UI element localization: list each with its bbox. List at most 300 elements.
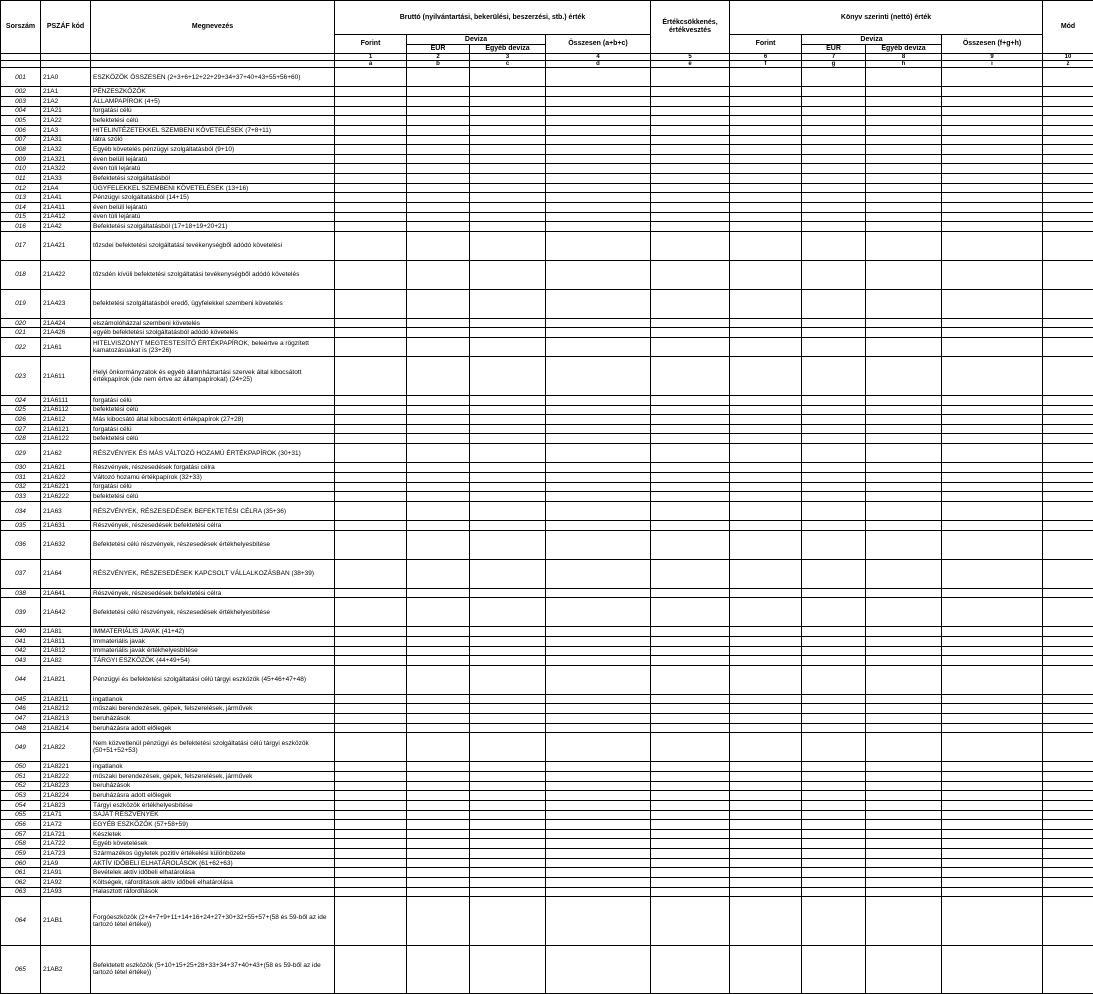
value-cell[interactable]: [866, 164, 942, 174]
value-cell[interactable]: [407, 289, 470, 318]
value-cell[interactable]: [730, 598, 802, 627]
value-cell[interactable]: [1043, 125, 1093, 135]
value-cell[interactable]: [651, 164, 730, 174]
value-cell[interactable]: [651, 839, 730, 849]
value-cell[interactable]: [866, 183, 942, 193]
value-cell[interactable]: [407, 222, 470, 232]
value-cell[interactable]: [730, 530, 802, 559]
value-cell[interactable]: [407, 588, 470, 598]
value-cell[interactable]: [866, 656, 942, 666]
value-cell[interactable]: [651, 87, 730, 97]
value-cell[interactable]: [730, 636, 802, 646]
value-cell[interactable]: [651, 646, 730, 656]
value-cell[interactable]: [730, 810, 802, 820]
value-cell[interactable]: [546, 212, 651, 222]
value-cell[interactable]: [1043, 820, 1093, 830]
value-cell[interactable]: [1043, 559, 1093, 588]
value-cell[interactable]: [1043, 174, 1093, 184]
value-cell[interactable]: [802, 444, 866, 463]
value-cell[interactable]: [866, 771, 942, 781]
value-cell[interactable]: [470, 530, 546, 559]
value-cell[interactable]: [942, 598, 1043, 627]
value-cell[interactable]: [942, 868, 1043, 878]
value-cell[interactable]: [546, 106, 651, 116]
value-cell[interactable]: [546, 434, 651, 444]
value-cell[interactable]: [866, 260, 942, 289]
value-cell[interactable]: [546, 723, 651, 733]
value-cell[interactable]: [651, 945, 730, 993]
value-cell[interactable]: [942, 559, 1043, 588]
value-cell[interactable]: [866, 444, 942, 463]
value-cell[interactable]: [546, 849, 651, 859]
value-cell[interactable]: [942, 858, 1043, 868]
value-cell[interactable]: [470, 897, 546, 945]
value-cell[interactable]: [546, 174, 651, 184]
value-cell[interactable]: [866, 87, 942, 97]
value-cell[interactable]: [407, 704, 470, 714]
value-cell[interactable]: [942, 723, 1043, 733]
value-cell[interactable]: [546, 945, 651, 993]
value-cell[interactable]: [335, 723, 407, 733]
value-cell[interactable]: [802, 820, 866, 830]
value-cell[interactable]: [730, 357, 802, 396]
value-cell[interactable]: [866, 694, 942, 704]
value-cell[interactable]: [1043, 164, 1093, 174]
value-cell[interactable]: [651, 588, 730, 598]
value-cell[interactable]: [407, 463, 470, 473]
value-cell[interactable]: [802, 839, 866, 849]
value-cell[interactable]: [866, 829, 942, 839]
value-cell[interactable]: [651, 289, 730, 318]
value-cell[interactable]: [730, 858, 802, 868]
value-cell[interactable]: [651, 771, 730, 781]
value-cell[interactable]: [1043, 762, 1093, 772]
value-cell[interactable]: [651, 212, 730, 222]
value-cell[interactable]: [407, 174, 470, 184]
value-cell[interactable]: [866, 424, 942, 434]
value-cell[interactable]: [546, 231, 651, 260]
value-cell[interactable]: [802, 762, 866, 772]
value-cell[interactable]: [546, 338, 651, 357]
value-cell[interactable]: [942, 328, 1043, 338]
value-cell[interactable]: [1043, 415, 1093, 425]
value-cell[interactable]: [942, 781, 1043, 791]
value-cell[interactable]: [730, 135, 802, 145]
value-cell[interactable]: [942, 636, 1043, 646]
value-cell[interactable]: [802, 646, 866, 656]
value-cell[interactable]: [470, 212, 546, 222]
value-cell[interactable]: [470, 829, 546, 839]
value-cell[interactable]: [335, 849, 407, 859]
value-cell[interactable]: [407, 800, 470, 810]
value-cell[interactable]: [1043, 945, 1093, 993]
value-cell[interactable]: [942, 116, 1043, 126]
value-cell[interactable]: [651, 222, 730, 232]
value-cell[interactable]: [802, 357, 866, 396]
value-cell[interactable]: [866, 636, 942, 646]
value-cell[interactable]: [651, 820, 730, 830]
value-cell[interactable]: [866, 878, 942, 888]
value-cell[interactable]: [730, 338, 802, 357]
value-cell[interactable]: [546, 820, 651, 830]
value-cell[interactable]: [335, 434, 407, 444]
value-cell[interactable]: [802, 68, 866, 87]
value-cell[interactable]: [730, 222, 802, 232]
value-cell[interactable]: [730, 482, 802, 492]
value-cell[interactable]: [651, 444, 730, 463]
value-cell[interactable]: [470, 434, 546, 444]
value-cell[interactable]: [470, 704, 546, 714]
value-cell[interactable]: [651, 193, 730, 203]
value-cell[interactable]: [1043, 723, 1093, 733]
value-cell[interactable]: [802, 96, 866, 106]
value-cell[interactable]: [407, 627, 470, 637]
value-cell[interactable]: [866, 781, 942, 791]
value-cell[interactable]: [1043, 135, 1093, 145]
value-cell[interactable]: [730, 800, 802, 810]
value-cell[interactable]: [651, 424, 730, 434]
value-cell[interactable]: [802, 212, 866, 222]
value-cell[interactable]: [802, 636, 866, 646]
value-cell[interactable]: [407, 646, 470, 656]
value-cell[interactable]: [802, 434, 866, 444]
value-cell[interactable]: [335, 714, 407, 724]
value-cell[interactable]: [730, 945, 802, 993]
value-cell[interactable]: [942, 135, 1043, 145]
value-cell[interactable]: [335, 897, 407, 945]
value-cell[interactable]: [407, 183, 470, 193]
value-cell[interactable]: [730, 665, 802, 694]
value-cell[interactable]: [651, 145, 730, 155]
value-cell[interactable]: [651, 800, 730, 810]
value-cell[interactable]: [866, 530, 942, 559]
value-cell[interactable]: [1043, 473, 1093, 483]
value-cell[interactable]: [651, 183, 730, 193]
value-cell[interactable]: [802, 559, 866, 588]
value-cell[interactable]: [730, 559, 802, 588]
value-cell[interactable]: [407, 482, 470, 492]
value-cell[interactable]: [802, 174, 866, 184]
value-cell[interactable]: [546, 665, 651, 694]
value-cell[interactable]: [470, 87, 546, 97]
value-cell[interactable]: [335, 598, 407, 627]
value-cell[interactable]: [866, 212, 942, 222]
value-cell[interactable]: [546, 694, 651, 704]
value-cell[interactable]: [942, 694, 1043, 704]
value-cell[interactable]: [335, 646, 407, 656]
value-cell[interactable]: [942, 733, 1043, 762]
value-cell[interactable]: [651, 791, 730, 801]
value-cell[interactable]: [866, 665, 942, 694]
value-cell[interactable]: [335, 222, 407, 232]
value-cell[interactable]: [802, 318, 866, 328]
value-cell[interactable]: [942, 829, 1043, 839]
value-cell[interactable]: [866, 473, 942, 483]
value-cell[interactable]: [1043, 588, 1093, 598]
value-cell[interactable]: [546, 733, 651, 762]
value-cell[interactable]: [730, 781, 802, 791]
value-cell[interactable]: [942, 260, 1043, 289]
value-cell[interactable]: [470, 125, 546, 135]
value-cell[interactable]: [407, 762, 470, 772]
value-cell[interactable]: [546, 521, 651, 531]
value-cell[interactable]: [407, 424, 470, 434]
value-cell[interactable]: [335, 212, 407, 222]
value-cell[interactable]: [730, 887, 802, 897]
value-cell[interactable]: [546, 829, 651, 839]
value-cell[interactable]: [470, 222, 546, 232]
value-cell[interactable]: [1043, 858, 1093, 868]
value-cell[interactable]: [470, 646, 546, 656]
value-cell[interactable]: [942, 473, 1043, 483]
value-cell[interactable]: [802, 463, 866, 473]
value-cell[interactable]: [730, 704, 802, 714]
value-cell[interactable]: [1043, 800, 1093, 810]
value-cell[interactable]: [407, 492, 470, 502]
value-cell[interactable]: [470, 415, 546, 425]
value-cell[interactable]: [651, 810, 730, 820]
value-cell[interactable]: [546, 415, 651, 425]
value-cell[interactable]: [470, 395, 546, 405]
value-cell[interactable]: [1043, 656, 1093, 666]
value-cell[interactable]: [730, 318, 802, 328]
value-cell[interactable]: [1043, 482, 1093, 492]
value-cell[interactable]: [730, 694, 802, 704]
value-cell[interactable]: [470, 791, 546, 801]
value-cell[interactable]: [407, 338, 470, 357]
value-cell[interactable]: [470, 588, 546, 598]
value-cell[interactable]: [407, 212, 470, 222]
value-cell[interactable]: [335, 328, 407, 338]
value-cell[interactable]: [1043, 781, 1093, 791]
value-cell[interactable]: [407, 125, 470, 135]
value-cell[interactable]: [1043, 829, 1093, 839]
value-cell[interactable]: [470, 858, 546, 868]
value-cell[interactable]: [942, 791, 1043, 801]
value-cell[interactable]: [651, 694, 730, 704]
value-cell[interactable]: [546, 222, 651, 232]
value-cell[interactable]: [335, 357, 407, 396]
value-cell[interactable]: [546, 473, 651, 483]
value-cell[interactable]: [1043, 849, 1093, 859]
value-cell[interactable]: [546, 444, 651, 463]
value-cell[interactable]: [942, 338, 1043, 357]
value-cell[interactable]: [866, 887, 942, 897]
value-cell[interactable]: [470, 492, 546, 502]
value-cell[interactable]: [407, 897, 470, 945]
value-cell[interactable]: [546, 260, 651, 289]
value-cell[interactable]: [866, 501, 942, 520]
value-cell[interactable]: [407, 771, 470, 781]
value-cell[interactable]: [802, 945, 866, 993]
value-cell[interactable]: [1043, 704, 1093, 714]
value-cell[interactable]: [866, 849, 942, 859]
value-cell[interactable]: [651, 781, 730, 791]
value-cell[interactable]: [407, 694, 470, 704]
value-cell[interactable]: [1043, 395, 1093, 405]
value-cell[interactable]: [546, 318, 651, 328]
value-cell[interactable]: [470, 723, 546, 733]
value-cell[interactable]: [470, 482, 546, 492]
value-cell[interactable]: [470, 559, 546, 588]
value-cell[interactable]: [942, 665, 1043, 694]
value-cell[interactable]: [1043, 868, 1093, 878]
value-cell[interactable]: [407, 434, 470, 444]
value-cell[interactable]: [335, 231, 407, 260]
value-cell[interactable]: [802, 878, 866, 888]
value-cell[interactable]: [866, 714, 942, 724]
value-cell[interactable]: [651, 897, 730, 945]
value-cell[interactable]: [1043, 694, 1093, 704]
value-cell[interactable]: [407, 193, 470, 203]
value-cell[interactable]: [942, 704, 1043, 714]
value-cell[interactable]: [546, 887, 651, 897]
value-cell[interactable]: [942, 96, 1043, 106]
value-cell[interactable]: [866, 125, 942, 135]
value-cell[interactable]: [802, 868, 866, 878]
value-cell[interactable]: [1043, 212, 1093, 222]
value-cell[interactable]: [866, 154, 942, 164]
value-cell[interactable]: [942, 521, 1043, 531]
value-cell[interactable]: [1043, 106, 1093, 116]
value-cell[interactable]: [1043, 733, 1093, 762]
value-cell[interactable]: [335, 202, 407, 212]
value-cell[interactable]: [942, 87, 1043, 97]
value-cell[interactable]: [407, 106, 470, 116]
value-cell[interactable]: [1043, 357, 1093, 396]
value-cell[interactable]: [651, 521, 730, 531]
value-cell[interactable]: [546, 357, 651, 396]
value-cell[interactable]: [470, 945, 546, 993]
value-cell[interactable]: [470, 868, 546, 878]
value-cell[interactable]: [546, 183, 651, 193]
value-cell[interactable]: [335, 260, 407, 289]
value-cell[interactable]: [335, 193, 407, 203]
value-cell[interactable]: [470, 164, 546, 174]
value-cell[interactable]: [470, 878, 546, 888]
value-cell[interactable]: [470, 289, 546, 318]
value-cell[interactable]: [470, 116, 546, 126]
value-cell[interactable]: [730, 868, 802, 878]
value-cell[interactable]: [407, 665, 470, 694]
value-cell[interactable]: [546, 714, 651, 724]
value-cell[interactable]: [730, 646, 802, 656]
value-cell[interactable]: [407, 887, 470, 897]
value-cell[interactable]: [802, 125, 866, 135]
value-cell[interactable]: [407, 96, 470, 106]
value-cell[interactable]: [651, 328, 730, 338]
value-cell[interactable]: [651, 598, 730, 627]
value-cell[interactable]: [335, 762, 407, 772]
value-cell[interactable]: [651, 530, 730, 559]
value-cell[interactable]: [470, 174, 546, 184]
value-cell[interactable]: [651, 733, 730, 762]
value-cell[interactable]: [942, 878, 1043, 888]
value-cell[interactable]: [407, 164, 470, 174]
value-cell[interactable]: [335, 839, 407, 849]
value-cell[interactable]: [802, 415, 866, 425]
value-cell[interactable]: [1043, 627, 1093, 637]
value-cell[interactable]: [470, 338, 546, 357]
value-cell[interactable]: [470, 598, 546, 627]
value-cell[interactable]: [942, 463, 1043, 473]
value-cell[interactable]: [802, 87, 866, 97]
value-cell[interactable]: [802, 897, 866, 945]
value-cell[interactable]: [546, 530, 651, 559]
value-cell[interactable]: [942, 183, 1043, 193]
value-cell[interactable]: [651, 849, 730, 859]
value-cell[interactable]: [407, 231, 470, 260]
value-cell[interactable]: [730, 839, 802, 849]
value-cell[interactable]: [730, 415, 802, 425]
value-cell[interactable]: [651, 463, 730, 473]
value-cell[interactable]: [802, 858, 866, 868]
value-cell[interactable]: [1043, 598, 1093, 627]
value-cell[interactable]: [651, 492, 730, 502]
value-cell[interactable]: [470, 656, 546, 666]
value-cell[interactable]: [407, 395, 470, 405]
value-cell[interactable]: [335, 820, 407, 830]
value-cell[interactable]: [546, 897, 651, 945]
value-cell[interactable]: [546, 868, 651, 878]
value-cell[interactable]: [730, 260, 802, 289]
value-cell[interactable]: [407, 87, 470, 97]
value-cell[interactable]: [1043, 665, 1093, 694]
value-cell[interactable]: [802, 289, 866, 318]
value-cell[interactable]: [335, 781, 407, 791]
value-cell[interactable]: [942, 501, 1043, 520]
value-cell[interactable]: [407, 357, 470, 396]
value-cell[interactable]: [802, 781, 866, 791]
value-cell[interactable]: [942, 202, 1043, 212]
value-cell[interactable]: [651, 665, 730, 694]
value-cell[interactable]: [942, 154, 1043, 164]
value-cell[interactable]: [407, 473, 470, 483]
value-cell[interactable]: [942, 193, 1043, 203]
value-cell[interactable]: [802, 106, 866, 116]
value-cell[interactable]: [651, 868, 730, 878]
value-cell[interactable]: [802, 588, 866, 598]
value-cell[interactable]: [866, 68, 942, 87]
value-cell[interactable]: [942, 849, 1043, 859]
value-cell[interactable]: [802, 145, 866, 155]
value-cell[interactable]: [335, 473, 407, 483]
value-cell[interactable]: [802, 473, 866, 483]
value-cell[interactable]: [335, 530, 407, 559]
value-cell[interactable]: [866, 193, 942, 203]
value-cell[interactable]: [335, 588, 407, 598]
value-cell[interactable]: [730, 212, 802, 222]
value-cell[interactable]: [730, 473, 802, 483]
value-cell[interactable]: [335, 463, 407, 473]
value-cell[interactable]: [730, 627, 802, 637]
value-cell[interactable]: [730, 434, 802, 444]
value-cell[interactable]: [470, 887, 546, 897]
value-cell[interactable]: [335, 125, 407, 135]
value-cell[interactable]: [730, 733, 802, 762]
value-cell[interactable]: [802, 338, 866, 357]
value-cell[interactable]: [942, 415, 1043, 425]
value-cell[interactable]: [866, 733, 942, 762]
value-cell[interactable]: [407, 202, 470, 212]
value-cell[interactable]: [1043, 646, 1093, 656]
value-cell[interactable]: [866, 646, 942, 656]
value-cell[interactable]: [335, 145, 407, 155]
value-cell[interactable]: [730, 849, 802, 859]
value-cell[interactable]: [407, 714, 470, 724]
value-cell[interactable]: [942, 820, 1043, 830]
value-cell[interactable]: [546, 771, 651, 781]
